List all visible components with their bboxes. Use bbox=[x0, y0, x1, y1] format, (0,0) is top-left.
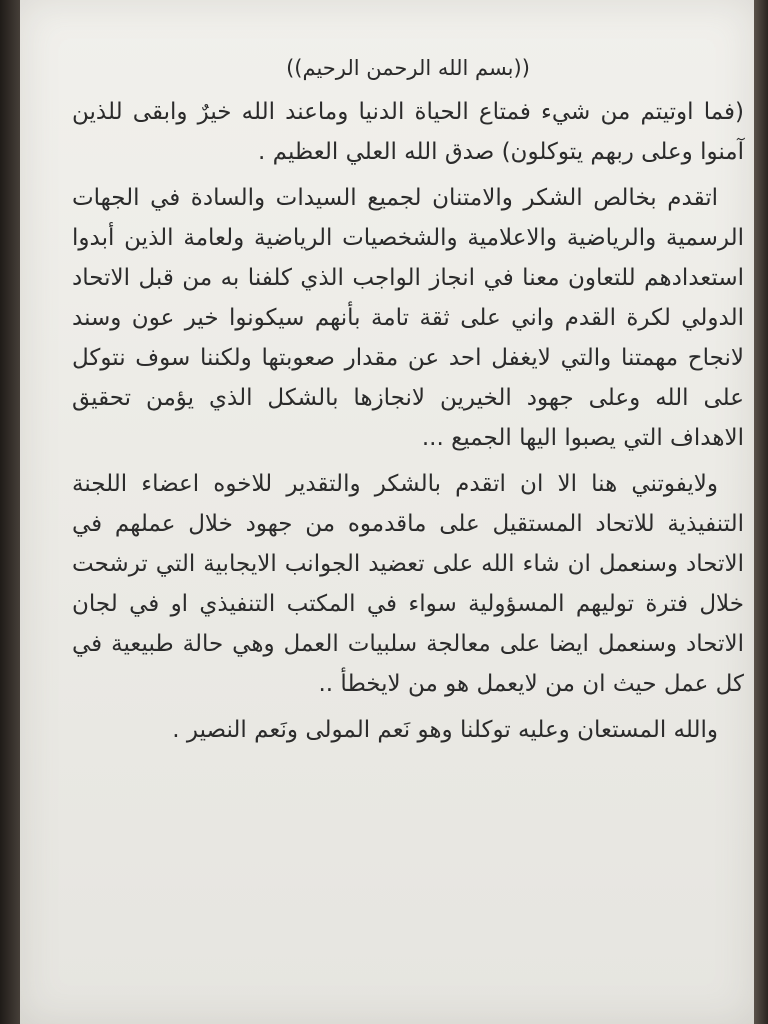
quran-verse-paragraph: (فما اوتيتم من شيء فمتاع الحياة الدنيا وماعند الله خيرٌ وابقى للذين آمنوا وعلى ربهم يتوكلون) صدق الله العلي العظيم . bbox=[72, 99, 744, 165]
background-right-edge bbox=[754, 0, 768, 1024]
paper-sheet bbox=[20, 0, 754, 1024]
background-left-edge bbox=[0, 0, 22, 1024]
basmala-heading: ((بسم الله الرحمن الرحيم)) bbox=[286, 56, 530, 80]
thanks-paragraph: اتقدم بخالص الشكر والامتنان لجميع السيدات والسادة في الجهات الرسمية والرياضية والاعلامية والشخصيات الرياضية ولعامة الذين أبدوا استعدادهم للتعاون معنا في انجاز الواجب الذي كلفنا به من قبل الاتحاد الدولي لكرة القدم واني على ثقة تامة بأنهم سيكونوا خير عون وسند لانجاح مهمتنا والتي لايغفل احد عن مقدار صعوبتها ولكننا سوف نتوكل على الله وعلى جهود الخيرين لانجازها بالشكل الذي يؤمن تحقيق الاهداف التي يصبوا اليها الجميع ... bbox=[72, 185, 744, 451]
executive-committee-paragraph: ولايفوتني هنا الا ان اتقدم بالشكر والتقدير للاخوه اعضاء اللجنة التنفيذية للاتحاد المستقيل على ماقدموه من جهود خلال عملهم في الاتحاد وسنعمل ان شاء الله على تعضيد الجوانب الايجابية التي ترشحت خلال فترة توليهم المسؤولية سواء في المكتب التنفيذي او في لجان الاتحاد وسنعمل ايضا على معالجة سلبيات العمل وهي حالة طبيعية في كل عمل حيث ان من لايعمل هو من لايخطأ .. bbox=[72, 471, 744, 697]
letter-body bbox=[72, 48, 744, 756]
closing-line: والله المستعان وعليه توكلنا وهو نَعم المولى ونَعم النصير . bbox=[172, 717, 718, 743]
